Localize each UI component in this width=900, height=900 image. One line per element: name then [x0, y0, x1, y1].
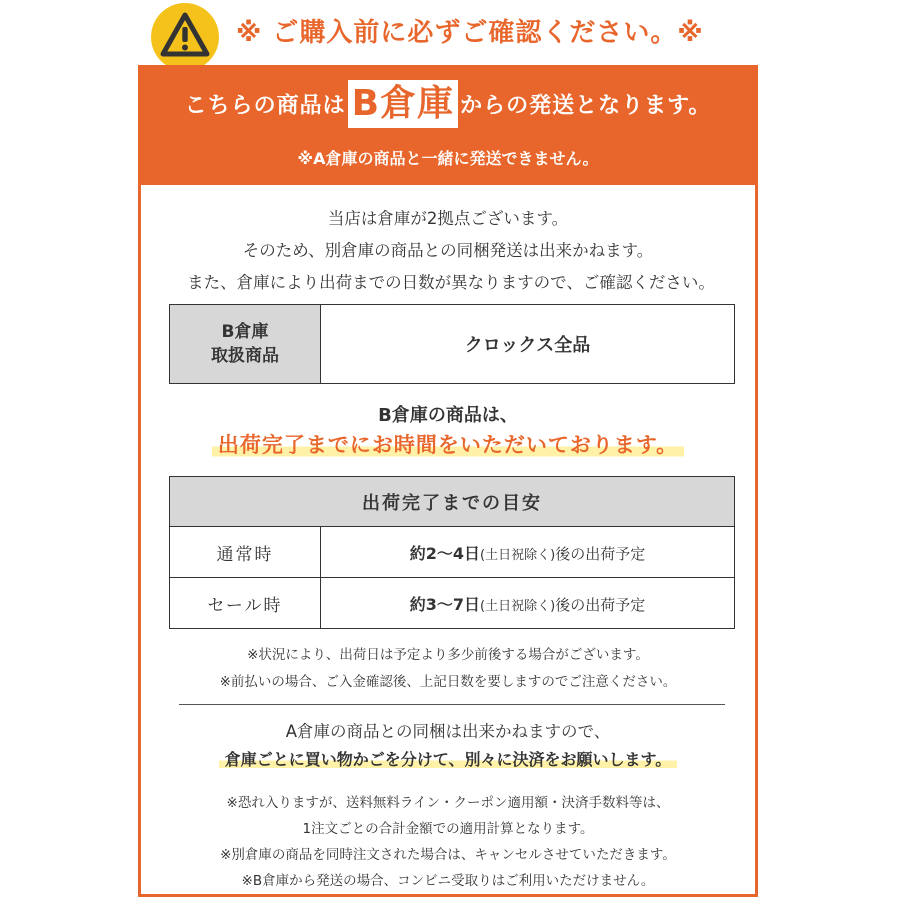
- warehouse-name: B倉庫: [348, 80, 458, 128]
- schedule-header: 出荷完了までの目安: [170, 477, 735, 527]
- schedule-row-value: [321, 527, 735, 578]
- schedule-note: (土日祝除く): [480, 547, 556, 563]
- schedule-row-value: [321, 578, 735, 629]
- table-row: [170, 527, 735, 578]
- note-line: ※恐れ入りますが、送料無料ライン・クーポン適用額・決済手数料等は、: [226, 795, 670, 811]
- schedule-suffix: 後の出荷予定: [555, 595, 646, 614]
- shipping-message-highlight: [141, 429, 755, 459]
- schedule-note: (土日祝除く): [480, 598, 556, 614]
- header-prefix: こちらの商品は: [184, 93, 346, 119]
- warehouse-products-value: クロックス全品: [321, 305, 735, 384]
- warehouse-label-line2: 取扱商品: [211, 346, 279, 366]
- shipping-message-title: B倉庫の商品は、: [378, 405, 518, 426]
- warehouse-header: [141, 68, 755, 185]
- warehouse-products-label: [170, 305, 321, 384]
- intro-line-1: 当店は倉庫が2拠点ございます。: [327, 209, 569, 228]
- intro-line-2: そのため、別倉庫の商品との同梱発送は出来かねます。: [242, 241, 654, 260]
- shipping-schedule-table: [169, 476, 735, 629]
- schedule-row-label: 通常時: [170, 527, 321, 578]
- notice-frame: [138, 65, 758, 897]
- schedule-days: 約2〜4日: [409, 543, 481, 563]
- schedule-days: 約3〜7日: [409, 594, 481, 614]
- bundle-message-title: A倉庫の商品との同梱は出来かねますので、: [285, 722, 611, 741]
- notice-title: ※ ご購入前に必ずご確認ください。※: [236, 18, 704, 48]
- note-line: ※別倉庫の商品を同時注文された場合は、キャンセルさせていただきます。: [220, 847, 676, 863]
- note-line: ※前払いの場合、ご入金確認後、上記日数を要しますのでご注意ください。: [219, 674, 677, 690]
- note-line: ※B倉庫から発送の場合、コンビニ受取りはご利用いただけません。: [241, 873, 655, 889]
- warehouse-label-line1: B倉庫: [221, 322, 269, 342]
- warehouse-header-line1: [141, 80, 755, 128]
- bundle-message-highlight: [141, 747, 755, 770]
- warehouse-header-line2: ※A倉庫の商品と一緒に発送できません。: [297, 149, 599, 168]
- schedule-row-label: セール時: [170, 578, 321, 629]
- shipping-message-text: 出荷完了までにお時間をいただいております。: [212, 429, 684, 459]
- divider: [179, 704, 725, 705]
- note-line: ※状況により、出荷日は予定より多少前後する場合がございます。: [247, 647, 649, 663]
- table-row: [170, 578, 735, 629]
- bundle-message-text: 倉庫ごとに買い物かごを分けて、別々に決済をお願いします。: [219, 747, 677, 770]
- header-suffix: からの発送となります。: [460, 93, 712, 119]
- warning-icon: [150, 2, 220, 72]
- warehouse-products-table: [169, 304, 735, 384]
- note-line: 1注文ごとの合計金額での適用計算となります。: [302, 821, 594, 837]
- intro-line-3: また、倉庫により出荷までの日数が異なりますので、ご確認ください。: [187, 273, 715, 292]
- schedule-suffix: 後の出荷予定: [555, 544, 646, 563]
